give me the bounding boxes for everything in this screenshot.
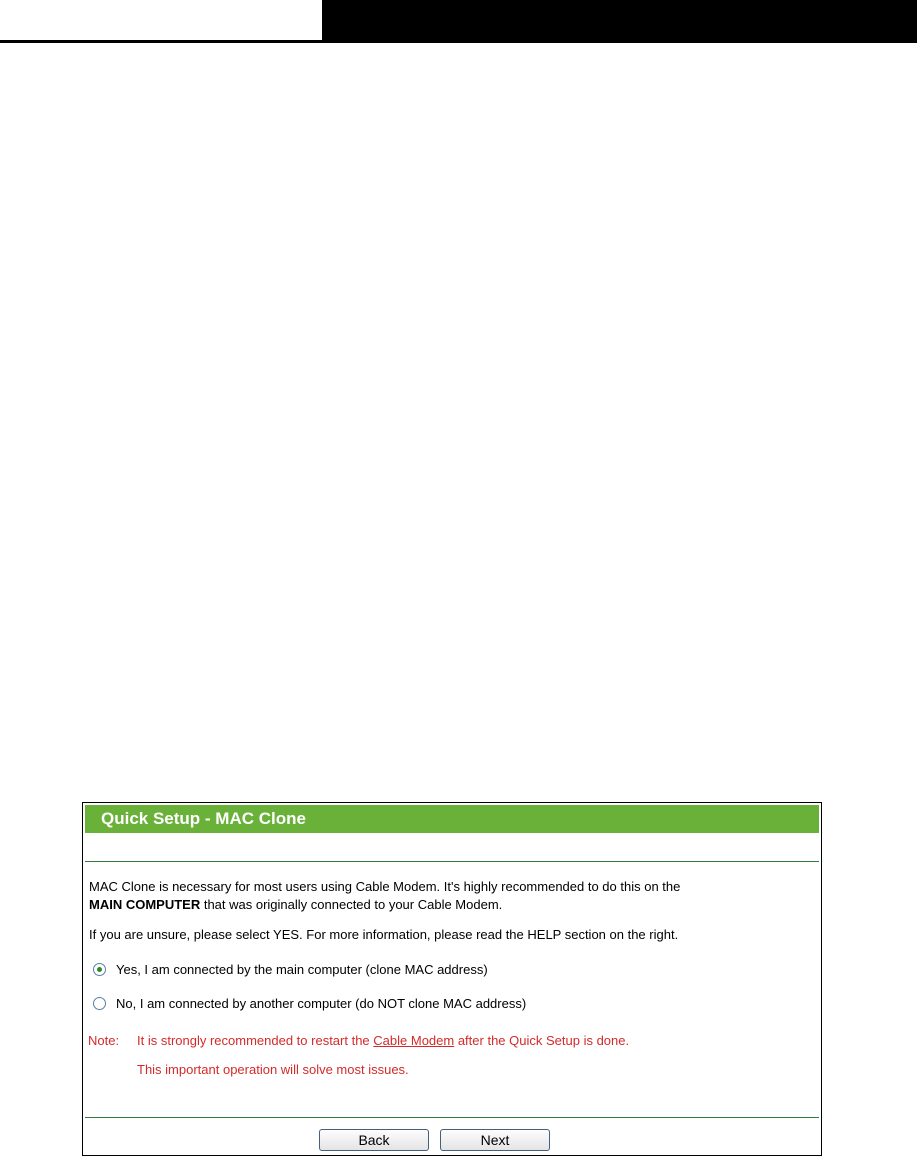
cable-modem-link[interactable]: Cable Modem (373, 1033, 455, 1048)
note-before: It is strongly recommended to restart the (137, 1033, 374, 1048)
radio-option-no[interactable] (93, 996, 526, 1011)
intro-line1: MAC Clone is necessary for most users using Cable Modem. It's highly recommended to do this on the (89, 879, 681, 894)
back-button[interactable]: Back (319, 1129, 429, 1151)
intro-line2-rest: that was originally connected to your Cable Modem. (200, 897, 503, 912)
radio-yes-icon[interactable] (93, 963, 106, 976)
panel-title: Quick Setup - MAC Clone (85, 805, 819, 833)
note-line1 (137, 1033, 629, 1048)
radio-option-yes[interactable] (93, 962, 488, 977)
top-separator (85, 861, 819, 862)
intro-line2 (89, 897, 502, 912)
unsure-text: If you are unsure, please select YES. For more information, please read the HELP section on the right. (89, 927, 679, 942)
quick-setup-panel (82, 802, 822, 1156)
radio-no-label[interactable]: No, I am connected by another computer (do NOT clone MAC address) (116, 996, 527, 1011)
header-black-bar (322, 0, 917, 42)
main-computer-text: MAIN COMPUTER (89, 897, 201, 912)
radio-yes-label[interactable]: Yes, I am connected by the main computer (clone MAC address) (116, 962, 488, 977)
note-label: Note: (88, 1033, 120, 1048)
radio-no-icon[interactable] (93, 997, 106, 1010)
next-button[interactable]: Next (440, 1129, 550, 1151)
note-line2: This important operation will solve most issues. (137, 1062, 409, 1077)
note-after: after the Quick Setup is done. (454, 1033, 630, 1048)
bottom-separator (85, 1117, 819, 1118)
header-rule (0, 40, 917, 43)
